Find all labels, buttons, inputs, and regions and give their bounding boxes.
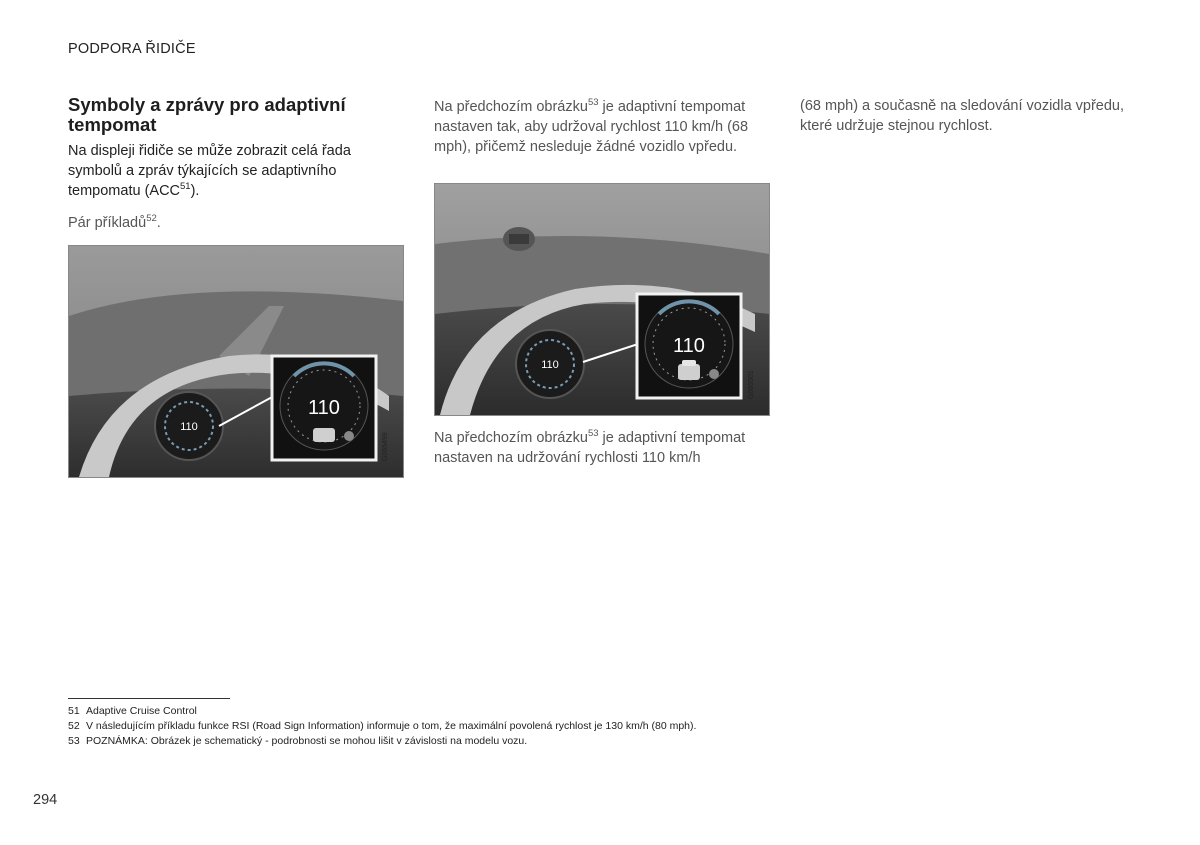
speed-readout-1: 110	[308, 397, 340, 419]
examples-text: Pár příkladů	[68, 215, 147, 231]
middle-para1-rest: je adaptivní tempomat nastaven tak, aby udržoval rychlost 110 km/h (68 mph), přičemž nesleduje žádné vozidlo vpředu.	[434, 99, 749, 155]
middle-para2-start: Na předchozím obrázku	[434, 430, 588, 446]
middle-paragraph-1	[434, 97, 769, 157]
dashboard-photo-2	[435, 184, 769, 415]
examples-end: .	[156, 215, 161, 231]
middle-para2-rest: je adaptivní tempomat nastaven na udržování rychlosti 110 km/h	[434, 430, 746, 466]
page-title: Symboly a zprávy pro adaptivní tempomat	[68, 94, 346, 135]
small-speed-readout-1: 110	[180, 421, 198, 433]
speed-readout-2: 110	[673, 335, 705, 357]
footnotes	[68, 704, 696, 749]
small-speed-readout-2: 110	[541, 359, 559, 371]
intro-text: Na displeji řidiče se může zobrazit celá řada symbolů a zpráv týkajících se adaptivního tempomatu (ACC	[68, 143, 351, 199]
figure-acc-following-vehicle	[434, 183, 770, 416]
footnote-53: 53 POZNÁMKA: Obrázek je schematický - podrobnosti se mohou lišit v závislosti na modelu vozu.	[68, 735, 528, 747]
middle-paragraph-2	[434, 428, 769, 468]
middle-para1-start: Na předchozím obrázku	[434, 99, 588, 115]
page-number: 294	[33, 792, 58, 808]
section-header: PODPORA ŘIDIČE	[68, 41, 196, 57]
footnote-ref-52[interactable]: 52	[146, 213, 157, 224]
footnote-ref-51[interactable]: 51	[180, 181, 191, 192]
footnote-ref-53b[interactable]: 53	[587, 428, 599, 439]
footnote-51: 51 Adaptive Cruise Control	[68, 705, 197, 717]
dashboard-photo-1	[69, 246, 403, 477]
figure-acc-no-vehicle	[68, 245, 404, 478]
footnote-52: 52 V následujícím příkladu funkce RSI (Road Sign Information) informuje o tom, že maximální povolená rychlost je 130 km/h (80 mph).	[68, 720, 697, 732]
intro-paragraph	[68, 141, 404, 201]
intro-end: ).	[190, 183, 200, 199]
image-code-1: G065499	[382, 432, 389, 461]
footnote-ref-53[interactable]: 53	[587, 97, 599, 108]
image-code-2: G065501	[748, 370, 755, 399]
footnote-divider	[68, 698, 230, 699]
examples-label	[68, 215, 161, 231]
right-paragraph: (68 mph) a současně na sledování vozidla vpředu, které udržuje stejnou rychlost.	[800, 98, 1125, 134]
